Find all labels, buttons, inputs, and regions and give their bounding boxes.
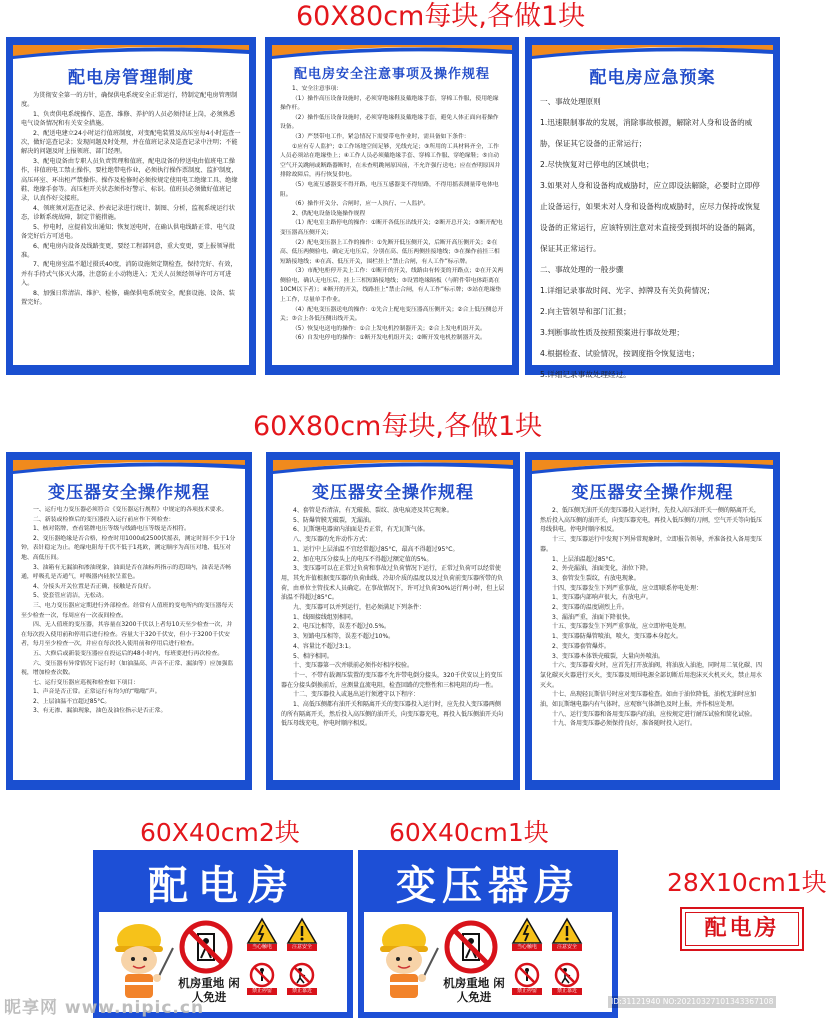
board-paragraph: 3.判断事故性质及按照预案进行事故处理；: [540, 328, 684, 337]
board-paragraph: 3、变压器本体铁壳破裂，大量向外喷油。: [552, 652, 664, 660]
board-paragraph: 2.向主管领导和部门汇报；: [540, 307, 631, 316]
warning-caption: 注意安全: [287, 944, 317, 951]
board-paragraph: 1、变压器防爆管喷油，喷火，变压器本身起火。: [552, 633, 682, 641]
caution-warning: [552, 918, 582, 951]
board-body: [280, 85, 504, 361]
no-approach-sign: [287, 962, 317, 995]
board-title: 配电房管理制度: [68, 68, 194, 88]
no-stopping-sign: [247, 962, 277, 995]
board-paragraph: 6、瓦斯继电器窗内油面是否正常，有无瓦斯气体。: [293, 526, 429, 534]
board-body: [540, 506, 765, 776]
board-paragraph: 7、配电房室温不超过摄氏40度，消防设施须定期检查，保持完好、有效，并有手持式气体灭火器，注意防止小动物进入；无关人员须经领导许可方可进入。: [21, 261, 237, 288]
board-paragraph: 1、安全注意事项：: [292, 86, 343, 92]
small-door-sign: [680, 907, 804, 951]
board-body: [281, 506, 505, 776]
board-paragraph: 十五、变压器发生下列严重事故，应立即停电处理。: [552, 623, 691, 631]
board-paragraph: 4.根据检查、试验情况，按调度指令恢复送电；: [540, 349, 700, 358]
board-paragraph: 十、变压器第一次并联前必须作好相序校验。: [293, 662, 414, 670]
sign-title: 配电房: [148, 863, 298, 909]
board-paragraph: 十二、变压器投入或退出运行须遵守以下程序：: [293, 691, 420, 699]
board-paragraph: 3、油箱有无漏油和渗油现象，油面是否在油标所指示的范围内，油表是否畅通，呼吸孔是否通气，呼吸器内硅胶呈蓝色。: [21, 564, 232, 581]
board-paragraph: （2）配电变压器上工作的操作：①先断开低压侧开关，后断开高压侧开关；②在高、低压两侧验电、确定无电压后，分别在高、低压两侧挂接地线；③在操作前挂三相短路接地线；④在高、低压开关，围栏挂上“禁止合闸，有人工作”标示牌。: [280, 239, 500, 265]
board-title: 配电房安全注意事项及操作规程: [293, 67, 490, 82]
board-paragraph: 1、上层油温超过85°C。: [552, 555, 619, 563]
worker-mascot-icon: [103, 918, 177, 1002]
warning-caption: 禁止停留: [512, 988, 542, 995]
board-paragraph: 4、容量比不超过3:1。: [293, 642, 355, 650]
board-paragraph: 1.迅速限制事故的发展，消除事故根源，解除对人身和设备的威胁，保证其它设备的正常运行；: [540, 118, 753, 148]
no-approach-icon: [287, 962, 317, 988]
board-paragraph: 1、运行中上层油温不宜经常超过85°C，最高不得超过95°C。: [293, 545, 459, 553]
board-paragraph: 十一、不带有载调压装置的变压器不允许带电倒分接头，320千伏安以上的变压器在分接头倒换前后，应测量直流电阻，检查回路的完整性和三相电阻的均一性。: [281, 671, 503, 689]
board-paragraph: （2）操作低压设备设施时，必须穿绝缘鞋及戴绝缘手套，避免人体正面向着操作设备。: [280, 114, 499, 131]
no-stopping-sign: [512, 962, 542, 995]
board-title: 配电房应急预案: [589, 68, 716, 88]
warning-message: 机房重地 闲人免进: [178, 976, 240, 1004]
board-paragraph: 2、变压器的温度剧烈上升。: [552, 604, 628, 612]
board-paragraph: 2、变压器套管爆炸。: [552, 642, 610, 650]
board-emergency-plan: [525, 37, 780, 379]
board-power-room-rules: [6, 37, 256, 375]
board-paragraph: （4）配电变压器送电的操作：①先合上配电变压器高压侧开关；②合上低压侧总开关；③合上各低压侧出线开关。: [280, 306, 504, 323]
electric-shock-warning: [247, 918, 277, 951]
board-paragraph: 6、配电房内设备及线路变更，要经工程部同意，重大变更，要上报领导批准。: [21, 242, 235, 259]
board-paragraph: 2、上层油温不宜超过85°C。: [33, 698, 111, 705]
board-paragraph: （3）市配电柜停开关上工作：①断开的开关，线路由有转变的开路点；②在开关两侧验电，确认无电压后，挂上三相短路接地线；③设置绝缘隔板（与附件带电体距离在10CM以下者）；④断开的开关，线路挂上“禁止合闸，有人工作”标示牌；⑤站在绝缘垫上工作，尽量单手作业。: [280, 268, 504, 304]
board-paragraph: 十三、变压器运行中发现下列异常现象时，立即报告领导，并准备投入备用变压器。: [540, 536, 763, 553]
board-paragraph: 七、运行变压器应巡视和检查如下项目：: [33, 679, 140, 686]
board-paragraph: 三、电力变压器应定期进行外部检查。经常有人值班的变电所内的变压器每天至少检查一次，每周应有一次夜间检查。: [21, 602, 234, 619]
small-sign-text: 配电房: [685, 912, 799, 946]
board-paragraph: 4、套管是否清洁，有无破损、裂纹、放电痕迹及其它现象。: [293, 507, 453, 514]
board-paragraph: 5、防爆管膜无破裂，无漏油。: [293, 516, 375, 524]
board-paragraph: 2、低压侧无油开关的变压器投入运行时，先投入高压油开关一侧的隔离开关，然后投入高压侧的油开关，向变压器充电，再投入低压侧的刀闸，空气开关等向低压母线供电。停电时顺序相反。: [540, 507, 763, 534]
board-paragraph: 四、无人值班的变压器，其容量在3200千伏以上者每10天至少检查一次，并在每次投入使用前和停用后进行检查。容量大于320千伏安，但小于3200千伏安者，每月至少检查一次，并应在每次投入使用前和停用后进行检查。: [21, 622, 233, 648]
electric-shock-warning-icon: [247, 918, 277, 944]
caution-warning-icon: [552, 918, 582, 944]
board-paragraph: 5、瓷套管应清洁，无松动。: [33, 593, 108, 600]
warning-caption: 当心触电: [247, 944, 277, 951]
board-paragraph: 十七、出现轻瓦斯信号时应对变压器检查。如由于油位降低，油枕无油时应加油，如瓦斯继电器内有气体时，应观察气体颜色及时上报，并作相应处理。: [540, 691, 757, 709]
board-paragraph: 2.尽快恢复对已停电的区域供电；: [540, 160, 654, 169]
board-paragraph: 3、有无渗、漏油现象，油色及油位指示是否正常。: [33, 708, 167, 715]
sign1-size-label: 60X40cm2块: [140, 818, 300, 847]
board-paragraph: 1.详细记录事故时间、光字、掉牌及有关负荷情况；: [540, 286, 715, 295]
board-paragraph: 4、领班须对巡查记录、抄表记录进行统计、制图、分析，监视系统运行状态，诊断系统故障，制定节能措施。: [21, 204, 235, 222]
board-transformer-rules-2: [266, 452, 520, 790]
sign-lower-panel: [364, 912, 612, 1012]
board-body: [540, 91, 765, 379]
board-paragraph: 1、核对铭牌，查看铭牌电压等级与线路电压等级是否相符。: [33, 526, 190, 533]
no-stopping-icon: [512, 962, 542, 988]
sign-title: 变压器房: [396, 863, 580, 909]
board-body: [21, 506, 237, 776]
board-title: 变压器安全操作规程: [48, 483, 210, 503]
board-paragraph: 2、加在电压分接头上的电压不得超过额定值的5%。: [293, 555, 433, 563]
no-entry-prohibition-icon: [444, 920, 498, 974]
board-paragraph: 3、变压器可以在正常过负荷和事故过负荷情况下运行，正常过负荷可以经常使用，其允许值根据变压器的负荷曲线、冷却介质的温度以及过负荷前变压器所带的负荷，由单位主管技术人员确定。在事故情况下，许可过负荷30%运行两小时，但上层油温不得超过85°C。: [281, 565, 505, 602]
board-paragraph: 2、配送电建立24小时运行值班制度，对变配电装置及高压室每4小时巡查一次，做好巡查记录；发现问题及时处理，并在值班记录及巡查记录中注明；不能解决的问题及时上报领班、部门经理。: [21, 129, 241, 156]
board-paragraph: 二、新装或检修后的变压器投入运行前应作下列检查：: [33, 516, 175, 523]
warning-caption: 禁止停留: [247, 988, 277, 995]
warning-message: 机房重地 闲人免进: [443, 976, 505, 1004]
electric-shock-warning-icon: [512, 918, 542, 944]
no-approach-sign: [552, 962, 582, 995]
board-paragraph: 1、高低压侧都有油开关和隔离开关的变压器投入运行时，应先投入变压器两侧的所有隔离开关，然后投入高压侧的油开关，向变压器充电，再投入低压侧油开关向低压母线充电，停电时顺序相反。: [281, 701, 504, 728]
board-paragraph: 六、变压器有异常情况下运行时（如油温高、声音不正常、漏油等）应加强监视，增加检查次数。: [21, 660, 234, 677]
board-paragraph: （1）操作高压设备设施时，必须穿绝缘鞋及戴绝缘手套，穿棉工作服，使用绝缘操作杆。: [280, 95, 499, 112]
no-entry-prohibition-icon: [179, 920, 233, 974]
board-title: 变压器安全操作规程: [571, 483, 734, 503]
board-paragraph: 3、套管发生裂纹，有放电现象。: [552, 574, 640, 582]
board-paragraph: （3）严禁带电工作，紧急情况下需要带电作业时，需具备如下条件：: [292, 133, 470, 140]
board-paragraph: 5、相序相同。: [293, 652, 333, 660]
board-paragraph: 8、加强日常清洁、维护、检修，确保供电系统安全，配套设施、设备、装置完好。: [21, 289, 235, 306]
board-paragraph: 1、负责供电系统操作、巡查、维修、养护的人员必须持证上岗，必须熟悉电气设备情况和有关安全措施。: [21, 110, 235, 128]
board-body: [21, 91, 241, 361]
board-transformer-rules-3: [525, 452, 780, 790]
board-paragraph: 八、变压器的允许动作方式：: [293, 536, 372, 544]
board-paragraph: 5、停电时，应提前发出通知；恢复送电时，在确认供电线路正常、电气设备完好后方可送电。: [21, 223, 235, 241]
board-paragraph: ①应有专人监护；②工作场地空间足够，光线充足；③所用的工具材料齐全，工作人员必须站在绝缘垫上；④工作人员必须戴绝缘手套、穿棉工作服、穿绝缘鞋；⑤自动空气开关跳闸或断路器断时，在未查明跳闸原因前，不允许强行送电；应在查明原因并排除故障后，再行恢复供电。: [280, 143, 501, 179]
board-paragraph: 五、大修后或新装变压器应在投运后的48小时内，每班要进行再次检查。: [33, 650, 224, 657]
watermark-logo: 昵享网 www.nipic.cn: [4, 998, 205, 1018]
row1-size-label: 60X80cm每块,各做1块: [296, 1, 586, 32]
board-paragraph: 3、漏油严重，油面下降很快。: [552, 613, 634, 621]
board-paragraph: （5）电流互感器变不得开路，电压互感器变不得短路，不得用摇表测量带电体电阻。: [280, 181, 499, 198]
warning-caption: 当心触电: [512, 944, 542, 951]
board-paragraph: 1、声音是否正常。正常运行有均匀的“嗡嗡”声。: [33, 689, 161, 696]
board-safety-precautions: [265, 37, 519, 375]
board-paragraph: （1）配电室主路停电的操作：①断开各低压出线开关；②断开总开关；③断开配电变压器高压侧开关；: [280, 220, 503, 236]
board-paragraph: 十八、运行变压器和备用变压器内的油，应按规定进行耐压试验和简化试验。: [552, 710, 757, 718]
caution-warning: [287, 918, 317, 951]
warning-caption: 注意安全: [552, 944, 582, 951]
board-transformer-rules-1: [6, 452, 252, 790]
board-paragraph: （6）自发电停电的操作：①断开发电机组开关；②断开发电机控制器开关。: [292, 335, 486, 342]
board-paragraph: 3.如果对人身和设备构成威胁时，应立即设法解除，必要时立即停止设备运行，如果未对人身和设备构成威胁时，应尽力保持或恢复设备的正常运行，应该特别注意对未直接受到损坏的设备的隔离，保证其正常运行。: [540, 181, 761, 253]
watermark-id: ID:31121940 NO:20210327101343367108: [608, 996, 776, 1008]
caution-warning-icon: [287, 918, 317, 944]
board-paragraph: 2、供配电设备设施操作规程: [292, 210, 366, 217]
board-paragraph: 2、电压比相等，误差不超过0.5%。: [293, 623, 391, 631]
worker-mascot-icon: [368, 918, 442, 1002]
electric-shock-warning: [512, 918, 542, 951]
no-approach-icon: [552, 962, 582, 988]
row2-size-label: 60X80cm每块,各做1块: [253, 411, 543, 442]
warning-caption: 禁止靠近: [552, 988, 582, 995]
board-title: 变压器安全操作规程: [312, 483, 474, 503]
board-paragraph: 3、短路电压相等，误差不超过10%。: [293, 633, 395, 641]
board-paragraph: 5.详细记录事故处理经过。: [540, 370, 631, 379]
board-paragraph: （5）恢复电送电的操作：①合上发电机控制器开关；②合上发电机组开关。: [292, 325, 486, 332]
sign2-size-label: 60X40cm1块: [389, 818, 549, 847]
board-paragraph: 3、配电设备由专职人员负责管理和值班，配电设备的停送电由值班电工操作，非值班电工禁止操作，要杜绝带电作业，必须执行操作票制度、监护制度，高压环室、环出柜严禁操作。操作及检修时必须按规定使用电工绝缘工具、绝缘鞋、绝缘手套等。高压柜开关状态须作好警示、标识。值班员必须做好值班记录，认真作好交接班。: [21, 157, 238, 203]
board-paragraph: 为贯彻安全第一的方针，确保供电系统安全正常运行，特制定配电房管理制度。: [21, 92, 238, 109]
no-stopping-icon: [247, 962, 277, 988]
small-sign-size-label: 28X10cm1块: [667, 868, 827, 897]
board-paragraph: 1、线圈接线组别相同。: [293, 613, 357, 621]
board-paragraph: （6）操作开关分、合闸时，应一人执行、一人监护。: [292, 201, 430, 208]
board-paragraph: 一、运行电力变压器必须符合《变压器运行规程》中规定的各项技术要求。: [33, 507, 228, 513]
board-paragraph: 1、变压器内部响声很大，有放电声。: [552, 594, 652, 602]
board-paragraph: 2、变压器绝缘是否合格，检查时用1000或2500伏摇表，测定时间不少于1分钟，表针稳定为止。绝缘电阻每千伏不低于1兆欧，测定顺序为高压对地、低压对地、高低压间。: [21, 535, 236, 561]
warning-caption: 禁止靠近: [287, 988, 317, 995]
sign-transformer-room: [358, 850, 618, 1018]
board-paragraph: 一、事故处理原则: [540, 97, 601, 106]
board-paragraph: 4、分接头开关位置是否正确，接触是否良好。: [33, 583, 155, 590]
board-paragraph: 十四、变压器发生下列严重事故，应立即联系停电处理：: [552, 584, 703, 592]
board-paragraph: 二、事故处理的一般步骤: [540, 265, 624, 274]
board-paragraph: 2、外壳漏油，油面变化，油位下降。: [552, 565, 652, 573]
board-paragraph: 十九、备用变压器必须保持良好，准备随时投入运行。: [552, 720, 697, 728]
board-paragraph: 九、变压器可以并列运行，但必须满足下列条件：: [293, 604, 426, 612]
board-paragraph: 十六、变压器着火时，应首先打开放油阀，将油放入油池，同时用二氧化碳、四氯化碳灭火器进行灭火，变压器及周围电源全部切断后用泡沫灭火机灭火，禁止用水灭火。: [540, 662, 763, 689]
